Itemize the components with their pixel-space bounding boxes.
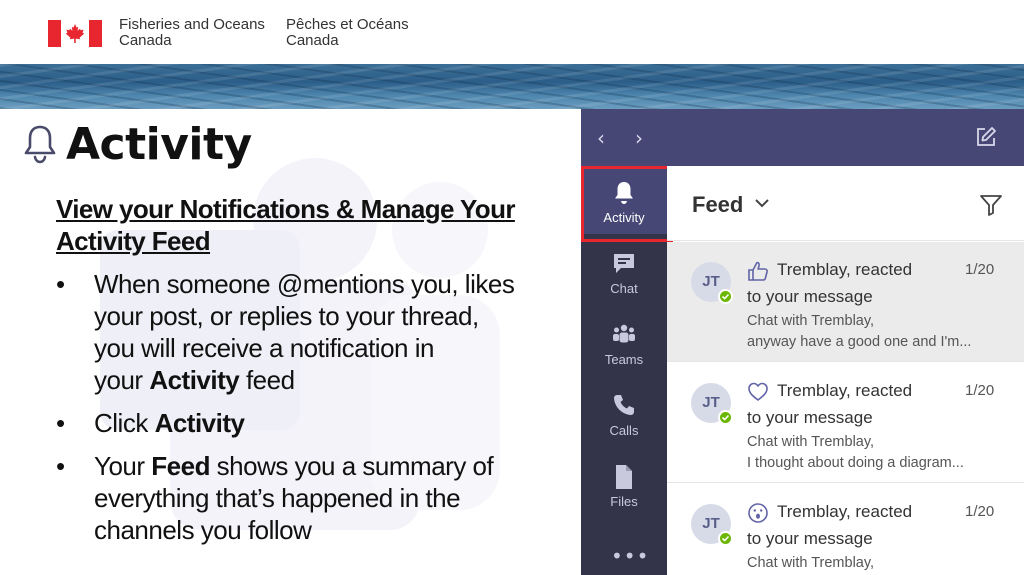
file-icon (612, 464, 636, 490)
more-apps-icon[interactable]: ••• (611, 544, 650, 568)
subheading-line2: Activity Feed (56, 226, 211, 256)
feed-item[interactable] (667, 242, 1024, 362)
bullet-text: feed (239, 365, 295, 395)
teams-window (581, 109, 1024, 575)
rail-item-calls[interactable] (581, 379, 667, 447)
feed-item-preview: anyway have a good one and I'm... (747, 334, 972, 350)
filter-icon[interactable] (979, 194, 1003, 216)
bell-icon (22, 122, 58, 166)
rail-label: Chat (610, 281, 638, 296)
bullet-bold-text: Feed (151, 451, 210, 481)
bullet-line (94, 450, 561, 482)
bell-icon (612, 180, 636, 206)
feed-item-date: 1/20 (965, 261, 995, 278)
feed-item-title: Tremblay, reacted (777, 260, 913, 279)
feed-title[interactable]: Feed (692, 192, 744, 217)
feed-item-title: Tremblay, reacted (777, 381, 913, 400)
compose-icon[interactable] (975, 126, 997, 148)
department-name-english (119, 17, 265, 49)
feed-item[interactable] (667, 484, 1024, 575)
chevron-down-icon[interactable] (753, 194, 771, 212)
feed-item-preview: I thought about doing a diagram... (747, 455, 964, 471)
bullet-text: Your (94, 451, 152, 481)
presence-available-icon (718, 289, 733, 304)
feed-item[interactable] (667, 363, 1024, 483)
bullet-line: • When someone @mentions you, likes (94, 269, 515, 299)
bullet-list (56, 268, 561, 557)
rail-item-teams[interactable] (581, 308, 667, 376)
surprised-face-icon (747, 502, 769, 524)
bullet-line (94, 364, 561, 396)
canada-flag-icon (48, 20, 102, 47)
teams-title-bar (581, 109, 1024, 166)
bullet-text: Click (94, 408, 155, 438)
feed-item-title: Tremblay, reacted (777, 502, 913, 521)
feed-item-subtitle: to your message (747, 287, 873, 306)
dept-fr-line1: Pêches et Océans (286, 16, 409, 33)
heart-icon (747, 381, 769, 403)
department-name-french (286, 17, 409, 49)
dept-en-line1: Fisheries and Oceans (119, 16, 265, 33)
bullet-line: channels you follow (94, 515, 312, 545)
feed-header (667, 166, 1024, 241)
thumbs-up-icon (747, 260, 769, 282)
bullet-line: you will receive a notification in (94, 333, 434, 363)
avatar: JT (691, 383, 731, 423)
feed-item-date: 1/20 (965, 382, 995, 399)
bullet-item (56, 407, 561, 439)
bullet-text: shows you a summary of (209, 451, 494, 481)
dept-fr-line2: Canada (286, 32, 339, 49)
feed-item-subtitle: to your message (747, 529, 873, 548)
presence-available-icon (718, 410, 733, 425)
bullet-bold-text: Activity (154, 408, 245, 438)
rail-item-files[interactable] (581, 450, 667, 518)
dept-en-line2: Canada (119, 32, 172, 49)
avatar: JT (691, 262, 731, 302)
feed-item-subtitle: to your message (747, 408, 873, 427)
bullet-text: your (94, 365, 150, 395)
rail-item-activity[interactable] (581, 166, 667, 234)
back-arrow-icon[interactable]: ‹ (597, 126, 605, 150)
rail-label: Calls (609, 423, 639, 438)
subheading (56, 193, 556, 257)
title-row (22, 118, 252, 170)
phone-icon (612, 393, 636, 417)
rail-label: Teams (604, 352, 644, 367)
feed-item-context: Chat with Tremblay, (747, 313, 875, 329)
feed-item-date: 1/20 (965, 503, 995, 520)
water-banner (0, 64, 1024, 109)
app-rail (581, 166, 667, 575)
page-title: Activity (66, 118, 252, 170)
bullet-bold-text: Activity (149, 365, 240, 395)
bullet-line: your post, or replies to your thread, (94, 301, 479, 331)
forward-arrow-icon[interactable]: › (635, 126, 643, 150)
rail-item-chat[interactable] (581, 237, 667, 305)
bullet-item (56, 268, 561, 396)
feed-item-context: Chat with Tremblay, (747, 555, 875, 571)
bullet-line: everything that’s happened in the (94, 483, 461, 513)
rail-label: Activity (603, 210, 645, 225)
feed-item-context: Chat with Tremblay, (747, 434, 875, 450)
avatar: JT (691, 504, 731, 544)
teams-icon (612, 322, 636, 346)
government-header (0, 0, 1024, 64)
subheading-line1: View your Notifications & Manage Your (56, 194, 515, 224)
bullet-item (56, 450, 561, 546)
chat-icon (612, 251, 636, 275)
rail-label: Files (610, 494, 638, 509)
presence-available-icon (718, 531, 733, 546)
